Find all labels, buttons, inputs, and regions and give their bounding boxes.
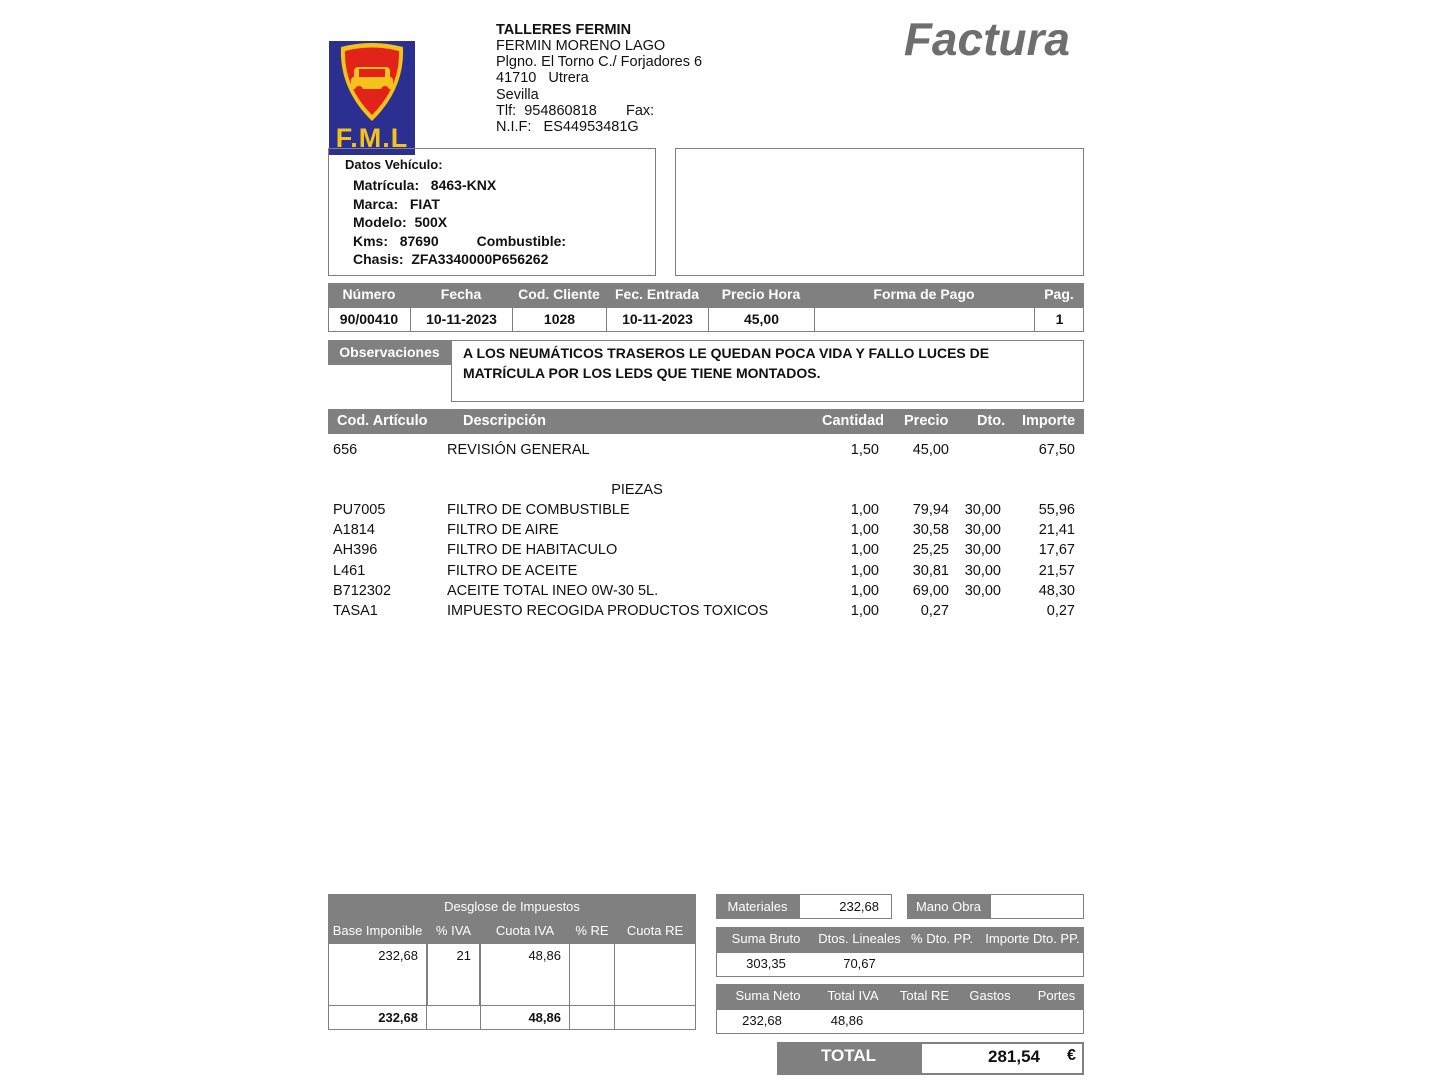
summary-row1-header-cell: Dtos. Lineales (818, 931, 901, 946)
company-address: Plgno. El Torno C./ Forjadores 6 (496, 54, 703, 70)
logo-text: F.M.L (335, 123, 409, 153)
info-header-cell: Número (342, 286, 396, 302)
part-desc: FILTRO DE AIRE (447, 522, 559, 539)
info-header-cell: Cod. Cliente (518, 286, 600, 302)
info-value-cell: 90/00410 (339, 311, 399, 327)
part-qty: 1,00 (850, 522, 879, 539)
summary-row2-header-cell: Total IVA (827, 988, 879, 1003)
info-value-cell: 10-11-2023 (606, 307, 708, 332)
part-desc: FILTRO DE HABITACULO (447, 542, 618, 559)
company-logo (329, 41, 415, 155)
part-amount: 21,57 (1038, 562, 1075, 579)
summary-row2-header-cell: Total RE (899, 988, 950, 1003)
tax-header-cell: Cuota RE (626, 923, 684, 938)
header-quantity: Cantidad (822, 413, 885, 429)
info-header-cell: Precio Hora (721, 286, 801, 302)
part-code: L461 (333, 562, 366, 579)
part-price: 79,94 (912, 502, 949, 518)
part-code: A1814 (333, 522, 375, 539)
part-qty: 1,00 (850, 562, 879, 579)
part-qty: 1,00 (850, 582, 879, 599)
info-header-cell: Fecha (440, 286, 482, 302)
part-disc: 30,00 (964, 542, 1001, 559)
part-disc: 30,00 (964, 522, 1001, 539)
company-phone: Tlf: 954860818 (496, 103, 597, 119)
tax-total-cell: 232,68 (328, 1005, 427, 1030)
mano-obra-value (990, 894, 1084, 919)
tax-header-cell: % IVA (435, 923, 472, 938)
part-qty: 1,00 (850, 502, 879, 518)
info-header-cell: Fec. Entrada (614, 286, 700, 302)
part-desc: IMPUESTO RECOGIDA PRODUCTOS TOXICOS (447, 603, 769, 619)
part-amount: 55,96 (1038, 502, 1075, 518)
total-label: TOTAL (777, 1042, 920, 1075)
vehicle-details (353, 176, 570, 269)
part-disc: 30,00 (964, 562, 1001, 579)
tax-title: Desglose de Impuestos (444, 899, 580, 914)
total-box (920, 1042, 1084, 1075)
summary-row2-header-cell: Gastos (969, 988, 1011, 1003)
tax-total-cell: 48,86 (480, 1005, 570, 1030)
observations-line-2: MATRÍCULA POR LOS LEDS QUE TIENE MONTADOS. (463, 365, 821, 381)
client-box (675, 148, 1084, 276)
labor-row (328, 440, 1084, 460)
labor-amount: 67,50 (1038, 442, 1075, 458)
items-table-header (328, 409, 1084, 434)
part-price: 25,25 (912, 542, 949, 559)
chassis-label: Chasis: (353, 251, 404, 267)
part-price: 30,58 (912, 522, 949, 539)
info-header-cell: Forma de Pago (873, 286, 975, 302)
header-code: Cod. Artículo (337, 413, 428, 429)
tax-value-cell (614, 944, 696, 1005)
part-qty: 1,00 (850, 603, 879, 619)
summary-row2-header-cell: Portes (1037, 988, 1076, 1003)
company-fax-label: Fax: (626, 103, 655, 119)
tax-total-cell (614, 1005, 696, 1030)
part-row (328, 561, 1084, 581)
part-price: 69,00 (912, 582, 949, 599)
summary-row2-header-cell: Suma Neto (735, 988, 801, 1003)
tax-total-cell (570, 1005, 614, 1030)
labor-description: REVISIÓN GENERAL (447, 442, 590, 458)
labor-quantity: 1,50 (850, 442, 879, 458)
summary-row1-value-cell: 70,67 (843, 956, 876, 971)
info-value-cell: 10-11-2023 (410, 307, 512, 332)
part-amount: 0,27 (1046, 603, 1075, 619)
brand-value: FIAT (409, 195, 440, 212)
summary-row1-value-cell: 303,35 (746, 956, 786, 971)
part-price: 30,81 (912, 562, 949, 579)
vehicle-title: Datos Vehículo: (345, 157, 443, 172)
tax-value-cell: 232,68 (328, 944, 427, 1005)
tax-total-cell (427, 1005, 480, 1030)
kms-label: Kms: (353, 232, 389, 249)
summary-row1-header-cell: % Dto. PP. (911, 931, 973, 946)
observations-text (463, 343, 989, 383)
observations-label: Observaciones (328, 340, 451, 365)
company-zip-city: 41710 Utrera (496, 70, 589, 86)
plate-label: Matrícula: (353, 177, 420, 193)
part-amount: 17,67 (1038, 542, 1075, 559)
info-value-cell: 1028 (512, 307, 606, 332)
part-desc: FILTRO DE ACEITE (447, 562, 578, 579)
header-amount: Importe (1022, 413, 1076, 429)
part-price: 0,27 (920, 603, 949, 619)
mano-obra-label: Mano Obra (907, 894, 990, 919)
chassis-value: ZFA3340000P656262 (411, 251, 549, 267)
company-owner: FERMIN MORENO LAGO (496, 38, 666, 54)
tax-value-cell (570, 944, 614, 1005)
info-value-cell: 1 (1034, 307, 1084, 332)
brand-label: Marca: (353, 195, 399, 212)
model-label: Modelo: (353, 214, 407, 230)
tax-header-cell: Base Imponible (332, 923, 423, 938)
part-row (328, 601, 1084, 621)
part-row (328, 500, 1084, 520)
part-disc: 30,00 (964, 582, 1001, 599)
part-amount: 21,41 (1038, 522, 1075, 539)
part-qty: 1,00 (850, 542, 879, 559)
company-province: Sevilla (496, 87, 539, 103)
header-description: Descripción (463, 413, 546, 429)
total-value: 281,54 (988, 1047, 1040, 1066)
info-value-cell: 45,00 (708, 307, 814, 332)
part-code: TASA1 (333, 603, 378, 619)
info-value-cell (814, 307, 1034, 332)
header-price: Precio (904, 413, 949, 429)
part-desc: FILTRO DE COMBUSTIBLE (447, 502, 630, 518)
observations-line-1: A LOS NEUMÁTICOS TRASEROS LE QUEDAN POCA VIDA Y FALLO LUCES DE (463, 345, 990, 361)
part-row (328, 540, 1084, 560)
labor-code: 656 (333, 442, 358, 458)
materiales-label: Materiales (716, 894, 799, 919)
info-header-cell: Pag. (1044, 286, 1074, 302)
part-code: B712302 (333, 582, 392, 599)
tax-header-cell: % RE (575, 923, 609, 938)
part-code: AH396 (333, 542, 378, 559)
part-amount: 48,30 (1038, 582, 1075, 599)
header-discount: Dto. (977, 413, 1006, 429)
plate-value: 8463-KNX (430, 177, 497, 193)
tax-header-cell: Cuota IVA (495, 923, 555, 938)
part-desc: ACEITE TOTAL INEO 0W-30 5L. (447, 582, 659, 599)
summary-row2-value-cell: 48,86 (830, 1013, 864, 1028)
company-nif: N.I.F: ES44953481G (496, 119, 639, 135)
fuel-label: Combustible: (476, 232, 567, 249)
part-row (328, 581, 1084, 601)
summary-row1-header-cell: Suma Bruto (731, 931, 801, 946)
labor-price: 45,00 (912, 442, 949, 458)
tax-value-cell: 48,86 (480, 944, 570, 1005)
part-code: PU7005 (333, 502, 386, 518)
model-value: 500X (414, 214, 448, 230)
part-disc: 30,00 (964, 502, 1001, 518)
kms-value: 87690 (399, 232, 439, 249)
summary-row2-value-cell: 232,68 (742, 1013, 782, 1028)
document-title: Factura (903, 13, 1070, 65)
currency-symbol: € (1067, 1047, 1076, 1064)
company-name: TALLERES FERMIN (496, 22, 632, 38)
parts-section-label: PIEZAS (611, 482, 663, 498)
tax-value-cell: 21 (427, 944, 480, 1005)
materiales-value: 232,68 (799, 894, 892, 919)
part-row (328, 520, 1084, 540)
summary-row1-header-cell: Importe Dto. PP. (985, 931, 1080, 946)
